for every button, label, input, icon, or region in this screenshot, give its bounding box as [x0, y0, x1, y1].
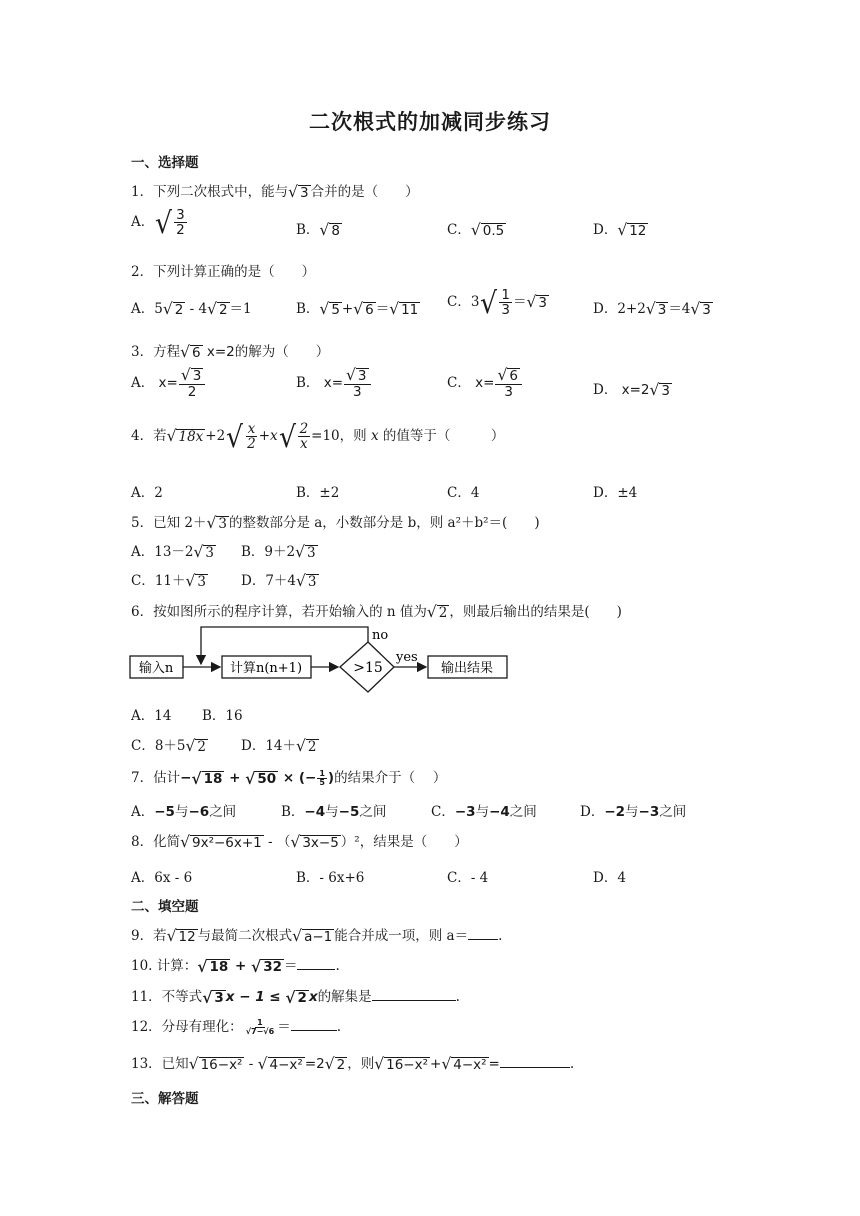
q7-option-b: B．−4与−5之间: [281, 804, 387, 820]
q5-option-b: B．9＋2 √ 3: [241, 542, 316, 561]
q4-option-d: D．±4: [593, 485, 638, 501]
flow-loop-arrow: [201, 627, 368, 664]
answer-blank-11[interactable]: [372, 999, 456, 1001]
q1-text-a: 1．下列二次根式中，能与: [131, 184, 289, 200]
q5-option-c: C．11＋ √ 3: [131, 571, 206, 590]
q1-option-d: D． √ 12: [593, 220, 647, 239]
answer-blank-10[interactable]: [297, 968, 335, 970]
flow-input-label: 输入n: [138, 661, 174, 676]
q6-option-c: C．8＋5 √ 2: [131, 736, 206, 755]
question-7-stem: 7．估计− √ 18 + √ 50 × (− $\frac{1}{5}$ )的结果介于（ ）: [131, 768, 447, 788]
q5-option-d: D．7＋4 √ 3: [241, 571, 317, 590]
answer-blank-9[interactable]: [468, 938, 498, 940]
q2-option-a: A．5 √ 2 - 4 √ 2 ＝1: [131, 299, 252, 318]
q1-option-c: C． √ 0.5: [447, 220, 505, 239]
q4-option-b: B．±2: [296, 485, 340, 501]
q8-option-d: D．4: [593, 870, 626, 886]
q3-option-a: A． x= √ 3 2: [131, 368, 206, 399]
page-title: 二次根式的加减同步练习: [309, 109, 551, 134]
q1-option-a: A． √ $\frac{3}{2}$: [131, 205, 185, 241]
q7-option-c: C．−3与−4之间: [431, 804, 537, 820]
q1-option-b: B． √ 8: [296, 220, 340, 239]
program-flowchart: [128, 624, 513, 696]
question-1-stem: [131, 180, 419, 200]
q7-option-d: D．−2与−3之间: [580, 804, 687, 820]
section-heading-fill: 二、填空题: [131, 899, 199, 915]
q6-option-b: B．16: [202, 708, 243, 724]
question-5-stem: 5．已知 2＋ √ 3 的整数部分是 a，小数部分是 b，则 a²＋b²＝( ): [131, 513, 540, 532]
q5-option-a: A．13－2 √ 3: [131, 542, 215, 561]
q3-option-c: C． x= √ 6 3: [447, 368, 523, 399]
flow-yes-label: yes: [396, 650, 418, 665]
answer-blank-13[interactable]: [500, 1066, 570, 1068]
q7-option-a: A．−5与−6之间: [131, 804, 237, 820]
q2-option-b: B． √ 5 + √ 6 ＝ √ 11: [296, 299, 419, 318]
question-3-stem: 3．方程 √ 6 x=2的解为（ ）: [131, 342, 330, 361]
q6-option-d: D．14＋ √ 2: [241, 736, 317, 755]
section-heading-solve: 三、解答题: [131, 1091, 199, 1107]
flow-no-label: no: [372, 628, 389, 643]
q8-option-c: C．- 4: [447, 870, 489, 886]
question-4-stem: 4．若 √ 18x +2 √ $\frac{x}{2}$ +x √ $\frac{2}{x}$ =10，则 x 的值等于（ ）: [131, 419, 505, 455]
q3-option-d: D． x=2 √ 3: [593, 380, 670, 399]
question-13: 13．已知 √ 16−x² - √ 4−x² =2 √ 2 ，则 √ 16−x² + √ 4−x² = .: [131, 1054, 575, 1073]
q2-option-d: D．2+2 √ 3 ＝4 √ 3: [593, 299, 711, 318]
q1-text-b: 合并的是（ ）: [310, 184, 419, 200]
flow-calc-label: 计算n(n+1): [229, 661, 303, 676]
q4-option-c: C．4: [447, 485, 480, 501]
q8-option-b: B．- 6x+6: [296, 870, 365, 886]
q4-option-a: A．2: [131, 485, 163, 501]
flow-decision-label: >15: [353, 660, 383, 676]
question-12: 12．分母有理化： $\frac{1}{√7-√6}$ ＝ .: [131, 1017, 341, 1036]
section-heading-choice: 一、选择题: [131, 155, 199, 171]
question-2-stem: 2．下列计算正确的是（ ）: [131, 264, 316, 280]
answer-blank-12[interactable]: [291, 1029, 337, 1031]
q3-option-b: B． x= √ 3 3: [296, 368, 372, 399]
q2-option-c: C．3 √ $\frac{1}{3}$ ＝ √ 3: [447, 285, 547, 321]
question-8-stem: 8．化简 √ 9x²−6x+1 - （ √ 3x−5 ）²，结果是（ ）: [131, 832, 468, 851]
flow-output-label: 输出结果: [440, 661, 494, 676]
question-10: 10. 计算： √ 18 + √ 32 ＝ .: [131, 956, 340, 976]
question-6-stem: 6．按如图所示的程序计算，若开始输入的 n 值为 √ 2 ，则最后输出的结果是( ): [131, 602, 622, 621]
q1-stem-radical: √ 3: [288, 182, 309, 201]
question-9: 9．若 √ 12 与最简二次根式 √ a−1 能合并成一项，则 a＝ .: [131, 926, 503, 945]
question-11: 11．不等式 √ 3 x − 1 ≤ √ 2 x的解集是 .: [131, 987, 460, 1007]
q8-option-a: A．6x - 6: [131, 870, 193, 886]
q6-option-a: A．14: [131, 708, 172, 724]
